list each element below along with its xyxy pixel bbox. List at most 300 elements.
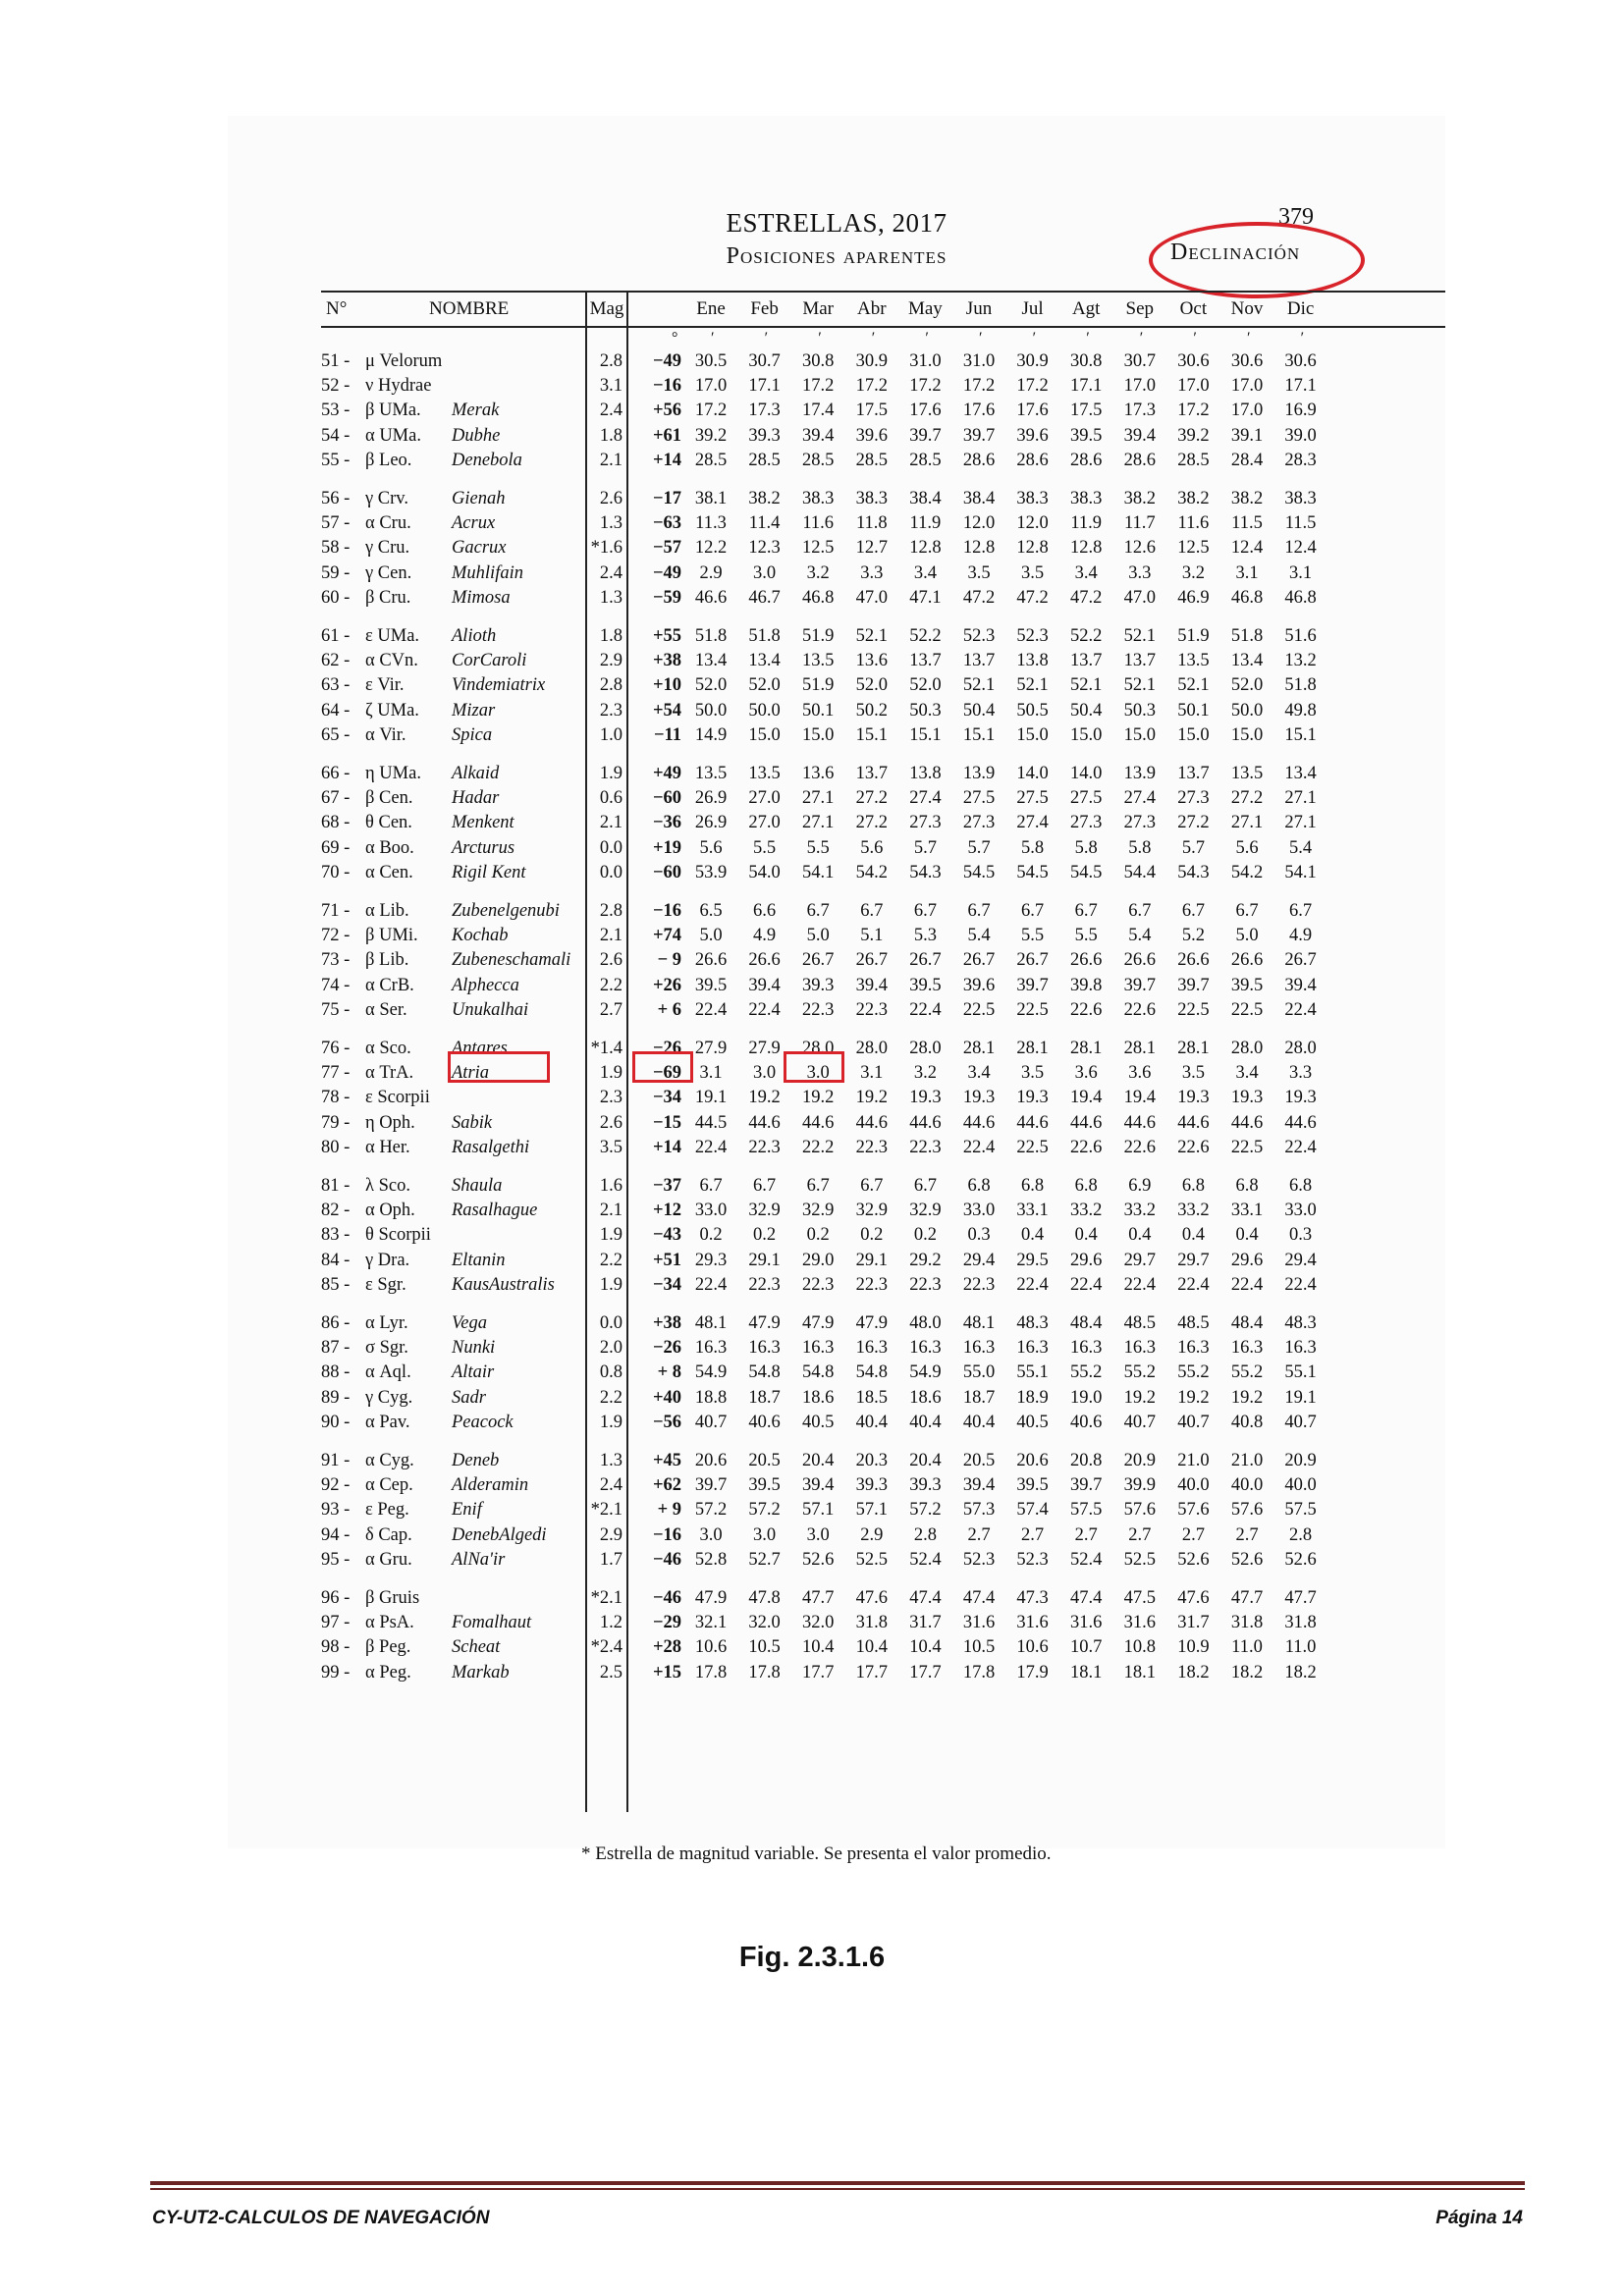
declination-minutes: 22.4 bbox=[1070, 1274, 1103, 1295]
declination-minutes: 18.2 bbox=[1177, 1662, 1210, 1682]
declination-minutes: 5.4 bbox=[1289, 837, 1313, 858]
declination-minutes: 26.7 bbox=[1284, 950, 1317, 971]
declination-minutes: 48.3 bbox=[1016, 1313, 1049, 1333]
declination-minutes: 2.7 bbox=[1021, 1524, 1045, 1545]
star-number: 95 - bbox=[321, 1549, 351, 1570]
table-row bbox=[228, 561, 1445, 586]
declination-minutes: 22.5 bbox=[1016, 999, 1049, 1020]
star-magnitude: 2.1 bbox=[599, 1201, 623, 1221]
declination-minutes: 57.5 bbox=[1070, 1500, 1103, 1521]
declination-minutes: 3.6 bbox=[1074, 1063, 1098, 1084]
declination-minutes: 19.3 bbox=[1230, 1088, 1264, 1108]
star-name: Hadar bbox=[452, 788, 500, 809]
declination-minutes: 15.0 bbox=[1070, 724, 1103, 745]
declination-minutes: 12.6 bbox=[1123, 538, 1156, 559]
table-row bbox=[228, 1411, 1445, 1435]
declination-minutes: 0.2 bbox=[806, 1225, 830, 1246]
declination-minutes: 28.5 bbox=[1177, 450, 1210, 470]
star-name: Sabik bbox=[452, 1112, 493, 1133]
month-header: May bbox=[907, 298, 943, 319]
star-number: 56 - bbox=[321, 489, 351, 508]
declination-minutes: 52.4 bbox=[909, 1549, 942, 1570]
declination-minutes: 17.2 bbox=[962, 376, 996, 397]
star-number: 60 - bbox=[321, 587, 351, 608]
star-number: 85 - bbox=[321, 1274, 351, 1295]
declination-minutes: 5.7 bbox=[1181, 837, 1205, 858]
star-magnitude: 2.1 bbox=[599, 813, 623, 833]
table-row bbox=[228, 1473, 1445, 1498]
month-header: Agt bbox=[1071, 298, 1101, 319]
declination-minutes: 30.8 bbox=[1070, 351, 1103, 371]
almanac-page-number: 379 bbox=[1278, 204, 1314, 230]
declination-minutes: 22.6 bbox=[1123, 1137, 1156, 1157]
star-number: 53 - bbox=[321, 400, 351, 421]
declination-minutes: 22.5 bbox=[1177, 999, 1210, 1020]
star-number: 97 - bbox=[321, 1613, 351, 1633]
table-row bbox=[228, 1611, 1445, 1635]
star-name: Kochab bbox=[452, 926, 509, 946]
declination-minutes: 52.0 bbox=[694, 675, 728, 696]
declination-minutes: 57.3 bbox=[962, 1500, 996, 1521]
star-designation: α Her. bbox=[365, 1137, 410, 1157]
declination-minutes: 54.8 bbox=[855, 1362, 888, 1383]
declination-minutes: 13.6 bbox=[802, 764, 835, 783]
declination-minutes: 5.5 bbox=[806, 837, 830, 858]
declination-minutes: 27.5 bbox=[1070, 788, 1103, 809]
declination-minutes: 2.7 bbox=[1074, 1524, 1098, 1545]
declination-minutes: 11.6 bbox=[802, 513, 835, 534]
declination-minutes: 52.7 bbox=[748, 1549, 781, 1570]
table-row bbox=[228, 1174, 1445, 1199]
star-designation: θ Cen. bbox=[365, 813, 412, 833]
declination-minutes: 3.6 bbox=[1128, 1063, 1152, 1084]
declination-minutes: 55.1 bbox=[1284, 1362, 1317, 1383]
star-number: 98 - bbox=[321, 1637, 351, 1658]
star-designation: α Lib. bbox=[365, 901, 409, 921]
declination-minutes: 50.1 bbox=[1177, 700, 1210, 721]
star-designation: α Ser. bbox=[365, 999, 407, 1020]
declination-minutes: 0.4 bbox=[1128, 1225, 1152, 1246]
declination-minutes: 13.5 bbox=[1177, 651, 1210, 671]
declination-minutes: 55.2 bbox=[1230, 1362, 1264, 1383]
declination-degrees: −26 bbox=[652, 1039, 681, 1058]
declination-minutes: 12.8 bbox=[1016, 538, 1049, 559]
declination-minutes: 39.5 bbox=[694, 975, 728, 995]
declination-minutes: 51.9 bbox=[802, 675, 835, 696]
declination-minutes: 0.4 bbox=[1021, 1225, 1045, 1246]
declination-minutes: 52.6 bbox=[802, 1549, 835, 1570]
declination-minutes: 51.8 bbox=[1230, 626, 1264, 646]
declination-minutes: 0.2 bbox=[699, 1225, 723, 1246]
declination-minutes: 52.1 bbox=[1177, 675, 1210, 696]
declination-minutes: 31.6 bbox=[1016, 1613, 1049, 1633]
declination-degrees: −34 bbox=[652, 1088, 681, 1108]
star-number: 91 - bbox=[321, 1451, 351, 1470]
declination-minutes: 12.4 bbox=[1230, 538, 1264, 559]
declination-minutes: 20.8 bbox=[1070, 1451, 1103, 1470]
declination-minutes: 32.9 bbox=[802, 1201, 835, 1221]
star-name: Zubenelgenubi bbox=[452, 901, 560, 921]
declination-degrees: +56 bbox=[652, 400, 681, 421]
declination-minutes: 47.3 bbox=[1016, 1588, 1049, 1608]
star-number: 61 - bbox=[321, 626, 351, 646]
declination-minutes: 13.7 bbox=[962, 651, 996, 671]
declination-minutes: 11.9 bbox=[909, 513, 942, 534]
declination-minutes: 14.0 bbox=[1016, 764, 1049, 783]
month-header: Mar bbox=[802, 298, 835, 319]
declination-minutes: 29.5 bbox=[1016, 1250, 1049, 1270]
declination-minutes: 27.0 bbox=[748, 813, 781, 833]
declination-minutes: 40.5 bbox=[802, 1412, 835, 1432]
declination-minutes: 51.8 bbox=[694, 626, 728, 646]
declination-minutes: 27.0 bbox=[748, 788, 781, 809]
declination-minutes: 57.4 bbox=[1016, 1500, 1049, 1521]
table-row bbox=[228, 998, 1445, 1023]
declination-degrees: +10 bbox=[652, 675, 681, 696]
star-name: Altair bbox=[452, 1362, 495, 1383]
declination-minutes: 10.4 bbox=[855, 1637, 888, 1658]
col-header-mag: Mag bbox=[589, 298, 624, 319]
declination-minutes: 28.1 bbox=[1016, 1039, 1049, 1058]
star-name: Nunki bbox=[452, 1338, 496, 1359]
minute-unit-mark: ′ bbox=[1139, 330, 1144, 347]
declination-minutes: 17.1 bbox=[1284, 376, 1317, 397]
declination-minutes: 39.7 bbox=[1070, 1475, 1103, 1496]
table-row bbox=[228, 786, 1445, 811]
star-number: 77 - bbox=[321, 1063, 351, 1084]
declination-minutes: 39.0 bbox=[1284, 425, 1317, 446]
antares-degrees-highlight bbox=[632, 1051, 693, 1083]
declination-minutes: 26.6 bbox=[748, 950, 781, 971]
declination-minutes: 17.2 bbox=[1016, 376, 1049, 397]
declination-minutes: 6.7 bbox=[1074, 901, 1098, 921]
table-row bbox=[228, 762, 1445, 786]
declination-minutes: 53.9 bbox=[694, 862, 728, 882]
declination-minutes: 5.8 bbox=[1021, 837, 1045, 858]
star-magnitude: 2.1 bbox=[599, 450, 623, 470]
star-name: Gienah bbox=[452, 489, 506, 508]
declination-minutes: 27.1 bbox=[802, 788, 835, 809]
declination-degrees: −46 bbox=[652, 1549, 681, 1570]
declination-minutes: 54.5 bbox=[962, 862, 996, 882]
declination-degrees: −46 bbox=[652, 1588, 681, 1608]
month-header: Dic bbox=[1286, 298, 1315, 319]
declination-minutes: 5.8 bbox=[1074, 837, 1098, 858]
declination-minutes: 22.4 bbox=[1284, 1137, 1317, 1157]
declination-minutes: 51.6 bbox=[1284, 626, 1317, 646]
table-row bbox=[228, 349, 1445, 374]
declination-minutes: 11.8 bbox=[855, 513, 888, 534]
declination-minutes: 52.8 bbox=[694, 1549, 728, 1570]
star-number: 72 - bbox=[321, 926, 351, 946]
declination-highlight-circle bbox=[1149, 222, 1365, 298]
star-magnitude: *2.1 bbox=[590, 1500, 623, 1521]
star-name: Scheat bbox=[452, 1637, 501, 1658]
declination-minutes: 54.1 bbox=[802, 862, 835, 882]
table-row bbox=[228, 1386, 1445, 1411]
star-magnitude: 2.1 bbox=[599, 926, 623, 946]
star-name: Arcturus bbox=[452, 837, 515, 858]
declination-minutes: 10.6 bbox=[694, 1637, 728, 1658]
declination-minutes: 51.9 bbox=[1177, 626, 1210, 646]
declination-minutes: 3.0 bbox=[806, 1063, 830, 1084]
declination-minutes: 6.7 bbox=[860, 1176, 884, 1196]
declination-minutes: 3.5 bbox=[1021, 1063, 1045, 1084]
star-designation: α Peg. bbox=[365, 1662, 411, 1682]
declination-minutes: 29.1 bbox=[748, 1250, 781, 1270]
declination-degrees: −16 bbox=[652, 1524, 681, 1545]
star-name: Menkent bbox=[452, 813, 514, 833]
table-row bbox=[228, 1136, 1445, 1160]
declination-minutes: 29.2 bbox=[909, 1250, 942, 1270]
declination-minutes: 26.7 bbox=[1016, 950, 1049, 971]
declination-degrees: +40 bbox=[652, 1387, 681, 1408]
declination-minutes: 54.9 bbox=[694, 1362, 728, 1383]
declination-minutes: 28.5 bbox=[909, 450, 942, 470]
declination-minutes: 39.6 bbox=[962, 975, 996, 995]
declination-minutes: 17.4 bbox=[802, 400, 835, 421]
declination-minutes: 3.0 bbox=[806, 1524, 830, 1545]
star-magnitude: *2.1 bbox=[590, 1588, 623, 1608]
minute-unit-mark: ′ bbox=[1032, 330, 1037, 347]
declination-minutes: 39.4 bbox=[962, 1475, 996, 1496]
declination-minutes: 3.1 bbox=[699, 1063, 723, 1084]
declination-minutes: 5.2 bbox=[1181, 926, 1205, 946]
star-name: Fomalhaut bbox=[452, 1613, 532, 1633]
star-magnitude: 1.7 bbox=[599, 1549, 623, 1570]
declination-minutes: 39.1 bbox=[1230, 425, 1264, 446]
star-name: Markab bbox=[452, 1662, 510, 1682]
declination-minutes: 2.8 bbox=[913, 1524, 937, 1545]
declination-minutes: 52.1 bbox=[1016, 675, 1049, 696]
declination-degrees: +62 bbox=[652, 1475, 681, 1496]
declination-minutes: 17.2 bbox=[1177, 400, 1210, 421]
star-number: 90 - bbox=[321, 1412, 351, 1432]
declination-degrees: −57 bbox=[652, 538, 681, 559]
table-row bbox=[228, 811, 1445, 835]
declination-minutes: 15.0 bbox=[748, 724, 781, 745]
minute-unit-mark: ′ bbox=[711, 330, 715, 347]
declination-minutes: 39.7 bbox=[694, 1475, 728, 1496]
star-number: 84 - bbox=[321, 1250, 351, 1270]
declination-minutes: 3.4 bbox=[1074, 562, 1098, 583]
star-magnitude: 2.8 bbox=[599, 351, 623, 371]
star-name: Antares bbox=[452, 1039, 508, 1058]
declination-minutes: 19.2 bbox=[748, 1088, 781, 1108]
declination-minutes: 50.1 bbox=[802, 700, 835, 721]
minute-unit-mark: ′ bbox=[818, 330, 822, 347]
declination-degrees: −15 bbox=[652, 1112, 681, 1133]
star-number: 59 - bbox=[321, 562, 351, 583]
declination-minutes: 33.0 bbox=[1284, 1201, 1317, 1221]
declination-minutes: 12.0 bbox=[962, 513, 996, 534]
star-designation: η Oph. bbox=[365, 1112, 415, 1133]
declination-minutes: 17.8 bbox=[748, 1662, 781, 1682]
declination-minutes: 22.6 bbox=[1070, 1137, 1103, 1157]
declination-minutes: 28.4 bbox=[1230, 450, 1264, 470]
declination-minutes: 13.9 bbox=[1123, 764, 1156, 783]
declination-minutes: 33.1 bbox=[1230, 1201, 1264, 1221]
declination-minutes: 30.8 bbox=[802, 351, 835, 371]
table-row bbox=[228, 1449, 1445, 1473]
declination-minutes: 26.7 bbox=[802, 950, 835, 971]
star-number: 69 - bbox=[321, 837, 351, 858]
star-designation: ε Peg. bbox=[365, 1500, 409, 1521]
declination-minutes: 5.4 bbox=[967, 926, 991, 946]
declination-minutes: 27.5 bbox=[962, 788, 996, 809]
star-number: 75 - bbox=[321, 999, 351, 1020]
declination-minutes: 30.7 bbox=[1123, 351, 1156, 371]
star-designation: λ Sco. bbox=[365, 1176, 410, 1196]
declination-minutes: 33.2 bbox=[1123, 1201, 1156, 1221]
star-designation: α Sco. bbox=[365, 1039, 411, 1058]
declination-minutes: 40.6 bbox=[748, 1412, 781, 1432]
declination-minutes: 5.6 bbox=[699, 837, 723, 858]
declination-minutes: 39.4 bbox=[1284, 975, 1317, 995]
table-row bbox=[228, 1086, 1445, 1110]
declination-minutes: 15.1 bbox=[855, 724, 888, 745]
star-designation: α Cen. bbox=[365, 862, 413, 882]
declination-minutes: 39.5 bbox=[748, 1475, 781, 1496]
declination-degrees: +28 bbox=[652, 1637, 681, 1658]
declination-minutes: 10.8 bbox=[1123, 1637, 1156, 1658]
declination-minutes: 29.6 bbox=[1230, 1250, 1264, 1270]
footer-page-number: Página 14 bbox=[1435, 2208, 1523, 2228]
declination-degrees: + 6 bbox=[657, 999, 681, 1020]
star-magnitude: 2.8 bbox=[599, 901, 623, 921]
declination-minutes: 19.4 bbox=[1070, 1088, 1103, 1108]
declination-minutes: 6.7 bbox=[1021, 901, 1045, 921]
declination-minutes: 55.1 bbox=[1016, 1362, 1049, 1383]
declination-minutes: 31.8 bbox=[1284, 1613, 1317, 1633]
declination-minutes: 5.5 bbox=[753, 837, 777, 858]
declination-minutes: 52.3 bbox=[962, 1549, 996, 1570]
star-number: 58 - bbox=[321, 538, 351, 559]
star-number: 52 - bbox=[321, 376, 351, 397]
declination-minutes: 13.4 bbox=[1284, 764, 1317, 783]
declination-minutes: 3.4 bbox=[1235, 1063, 1259, 1084]
declination-minutes: 29.7 bbox=[1177, 1250, 1210, 1270]
declination-minutes: 17.0 bbox=[694, 376, 728, 397]
declination-minutes: 30.7 bbox=[748, 351, 781, 371]
declination-minutes: 17.1 bbox=[748, 376, 781, 397]
declination-minutes: 28.0 bbox=[1284, 1039, 1317, 1058]
star-magnitude: 2.7 bbox=[599, 999, 623, 1020]
declination-minutes: 26.7 bbox=[962, 950, 996, 971]
declination-minutes: 17.3 bbox=[748, 400, 781, 421]
declination-minutes: 38.3 bbox=[1284, 489, 1317, 508]
footer-rule-thick bbox=[150, 2181, 1525, 2185]
star-designation: α Gru. bbox=[365, 1549, 412, 1570]
declination-minutes: 2.7 bbox=[1181, 1524, 1205, 1545]
declination-minutes: 18.8 bbox=[694, 1387, 728, 1408]
star-magnitude: 3.1 bbox=[599, 376, 623, 397]
declination-minutes: 20.6 bbox=[1016, 1451, 1049, 1470]
declination-minutes: 16.3 bbox=[1123, 1338, 1156, 1359]
declination-minutes: 48.5 bbox=[1123, 1313, 1156, 1333]
star-name: Sadr bbox=[452, 1387, 486, 1408]
star-number: 86 - bbox=[321, 1313, 351, 1333]
declination-minutes: 5.6 bbox=[860, 837, 884, 858]
declination-minutes: 28.5 bbox=[694, 450, 728, 470]
declination-minutes: 40.8 bbox=[1230, 1412, 1264, 1432]
declination-minutes: 22.3 bbox=[909, 1274, 942, 1295]
declination-degrees: +12 bbox=[652, 1201, 681, 1221]
declination-minutes: 20.9 bbox=[1284, 1451, 1317, 1470]
declination-minutes: 20.5 bbox=[962, 1451, 996, 1470]
declination-minutes: 3.3 bbox=[1128, 562, 1152, 583]
table-row bbox=[228, 1586, 1445, 1611]
declination-minutes: 13.8 bbox=[1016, 651, 1049, 671]
declination-minutes: 52.2 bbox=[909, 626, 942, 646]
declination-degrees: +55 bbox=[652, 626, 681, 646]
declination-minutes: 39.5 bbox=[1070, 425, 1103, 446]
declination-minutes: 19.1 bbox=[1284, 1387, 1317, 1408]
declination-minutes: 22.6 bbox=[1123, 999, 1156, 1020]
declination-minutes: 2.9 bbox=[860, 1524, 884, 1545]
declination-degrees: −11 bbox=[653, 724, 681, 745]
star-number: 82 - bbox=[321, 1201, 351, 1221]
star-designation: β Cen. bbox=[365, 788, 413, 809]
declination-minutes: 16.3 bbox=[748, 1338, 781, 1359]
declination-minutes: 39.8 bbox=[1070, 975, 1103, 995]
declination-minutes: 0.2 bbox=[753, 1225, 777, 1246]
declination-minutes: 47.1 bbox=[909, 587, 942, 608]
declination-degrees: −34 bbox=[652, 1274, 681, 1295]
star-magnitude: 0.0 bbox=[599, 862, 623, 882]
star-designation: α Aql. bbox=[365, 1362, 411, 1383]
declination-minutes: 17.5 bbox=[1070, 400, 1103, 421]
declination-minutes: 57.2 bbox=[748, 1500, 781, 1521]
declination-minutes: 17.7 bbox=[802, 1662, 835, 1682]
star-magnitude: 2.5 bbox=[599, 1662, 623, 1682]
declination-minutes: 6.5 bbox=[699, 901, 723, 921]
declination-minutes: 33.0 bbox=[962, 1201, 996, 1221]
declination-minutes: 16.3 bbox=[694, 1338, 728, 1359]
declination-minutes: 47.7 bbox=[1230, 1588, 1264, 1608]
star-magnitude: 1.3 bbox=[599, 513, 623, 534]
declination-minutes: 17.6 bbox=[909, 400, 942, 421]
antares-march-value-highlight bbox=[784, 1051, 844, 1083]
declination-minutes: 2.7 bbox=[1128, 1524, 1152, 1545]
declination-minutes: 52.6 bbox=[1284, 1549, 1317, 1570]
declination-minutes: 52.6 bbox=[1177, 1549, 1210, 1570]
declination-minutes: 17.9 bbox=[1016, 1662, 1049, 1682]
table-row bbox=[228, 586, 1445, 611]
declination-minutes: 20.9 bbox=[1123, 1451, 1156, 1470]
declination-minutes: 3.1 bbox=[1289, 562, 1313, 583]
declination-minutes: 55.2 bbox=[1070, 1362, 1103, 1383]
declination-degrees: + 9 bbox=[657, 1500, 681, 1521]
star-magnitude: 1.9 bbox=[599, 1412, 623, 1432]
declination-minutes: 48.0 bbox=[909, 1313, 942, 1333]
declination-minutes: 38.2 bbox=[1123, 489, 1156, 508]
declination-minutes: 33.1 bbox=[1016, 1201, 1049, 1221]
declination-minutes: 22.4 bbox=[909, 999, 942, 1020]
declination-minutes: 22.2 bbox=[802, 1137, 835, 1157]
declination-minutes: 52.3 bbox=[1016, 626, 1049, 646]
declination-minutes: 33.2 bbox=[1177, 1201, 1210, 1221]
declination-minutes: 18.9 bbox=[1016, 1387, 1049, 1408]
declination-minutes: 31.8 bbox=[855, 1613, 888, 1633]
star-name: Alphecca bbox=[452, 975, 519, 995]
declination-minutes: 39.7 bbox=[962, 425, 996, 446]
declination-minutes: 27.4 bbox=[1016, 813, 1049, 833]
star-name: Vindemiatrix bbox=[452, 675, 546, 696]
minute-unit-mark: ′ bbox=[764, 330, 769, 347]
declination-minutes: 44.6 bbox=[909, 1112, 942, 1133]
declination-minutes: 11.3 bbox=[695, 513, 727, 534]
